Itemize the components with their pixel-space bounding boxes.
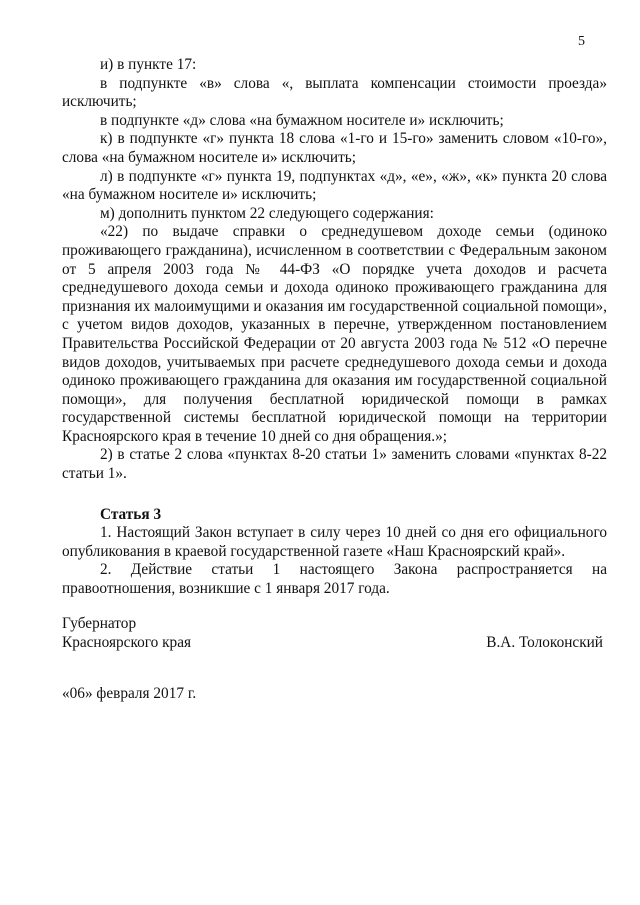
signer-title-line2: Красноярского края bbox=[62, 634, 192, 651]
page-number: 5 bbox=[578, 34, 585, 49]
signer-name: В.А. Толоконский bbox=[486, 634, 603, 651]
article-item: 1. Настоящий Закон вступает в силу через 10 дней со дня его официального опубликования в краевой государственной газете «Наш Красноярский край». bbox=[62, 524, 607, 560]
paragraph: м) дополнить пунктом 22 следующего содержания: bbox=[100, 204, 434, 222]
document-body bbox=[62, 56, 607, 599]
paragraph: в подпункте «д» слова «на бумажном носителе и» исключить; bbox=[100, 111, 504, 129]
article-heading: Статья 3 bbox=[100, 505, 162, 523]
article-item: 2. Действие статьи 1 настоящего Закона распространяется на правоотношения, возникшие с 1 января 2017 года. bbox=[62, 561, 607, 598]
paragraph: 2) в статье 2 слова «пунктах 8-20 статьи 1» заменить словами «пунктах 8-22 статьи 1». bbox=[62, 446, 607, 483]
signature-block bbox=[62, 614, 607, 652]
paragraph: к) в подпункте «г» пункта 18 слова «1-го и 15-го» заменить словом «10-го», слова «на бумажном носителе и» исключить; bbox=[62, 130, 607, 166]
paragraph: л) в подпункте «г» пункта 19, подпунктах «д», «е», «ж», «к» пункта 20 слова «на бумажном носителе и» исключить; bbox=[62, 167, 607, 204]
document-date: «06» февраля 2017 г. bbox=[62, 685, 197, 702]
paragraph: «22) по выдаче справки о среднедушевом доходе семьи (одиноко проживающего гражданина), исчисленном в соответствии с Федеральным законом от 5 апреля 2003 года № 44-ФЗ «О порядке учета доходов и расчета среднедушевого дохода семьи и дохода одиноко проживающего гражданина для признания их малоимущими и оказания им государственной социальной помощи», с учетом видов доходов, указанных в перечне, утвержденном постановлением Правительства Российской Федерации от 20 августа 2003 года № 512 «О перечне видов доходов, учитываемых при расчете среднедушевого дохода семьи и дохода одиноко проживающего гражданина для оказания им государственной социальной помощи», для получения бесплатной юридической помощи в рамках государственной системы бесплатной юридической помощи на территории Красноярского края в течение 10 дней со дня обращения.»; bbox=[62, 223, 607, 445]
signer-title-line1: Губернатор bbox=[62, 615, 137, 632]
paragraph: в подпункте «в» слова «, выплата компенсации стоимости проезда» исключить; bbox=[62, 74, 607, 111]
paragraph: и) в пункте 17: bbox=[100, 56, 197, 73]
